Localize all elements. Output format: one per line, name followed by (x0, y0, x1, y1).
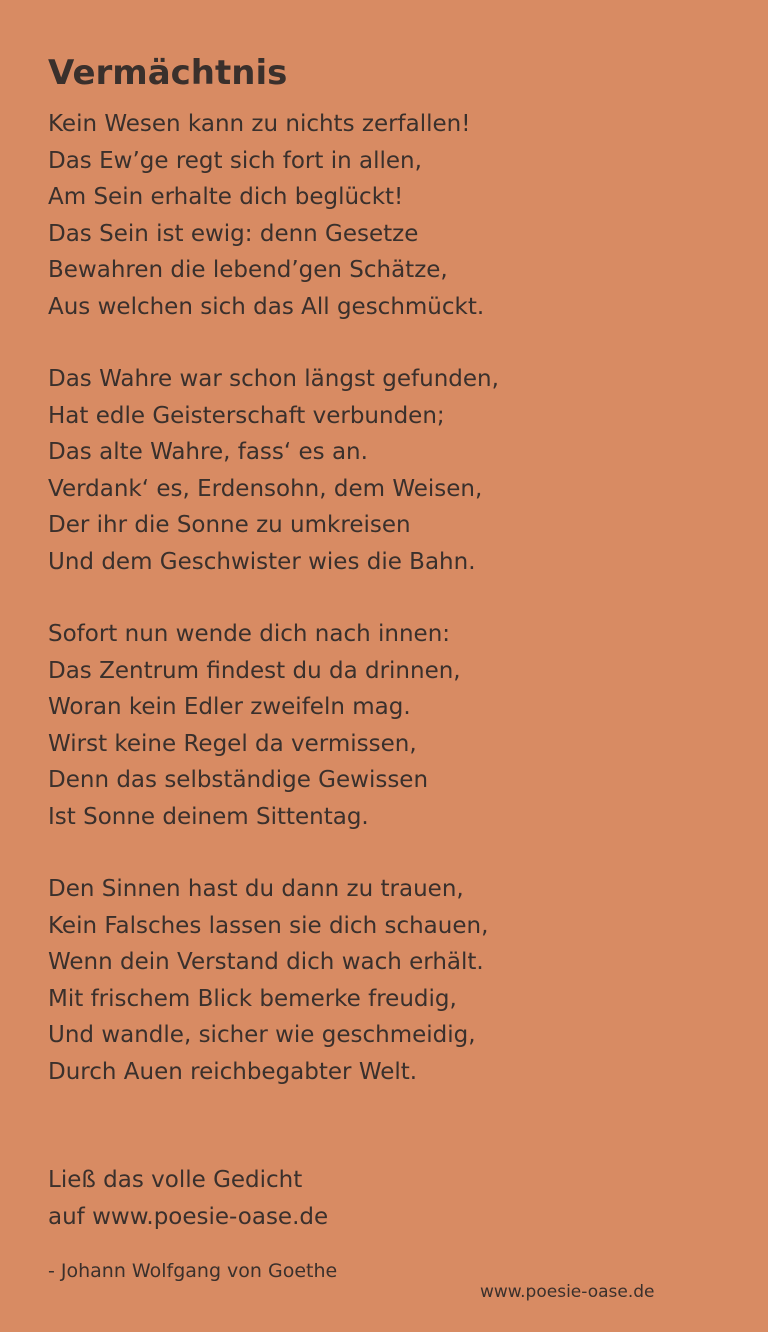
read-more-link-text: auf www.poesie-oase.de (48, 1203, 329, 1230)
poem-line: Der ihr die Sonne zu umkreisen (48, 512, 411, 538)
poem-line: Denn das selbständige Gewissen (48, 767, 429, 793)
poem-line: Kein Falsches lassen sie dich schauen, (48, 912, 489, 939)
stanza-3 (48, 616, 748, 835)
poem-line: Das Ew’ge regt sich fort in allen, (48, 147, 422, 174)
stanza-2 (48, 361, 748, 580)
stanza-4 (48, 871, 748, 1090)
site-watermark: www.poesie-oase.de (480, 1282, 655, 1302)
poem-body (48, 106, 748, 1126)
poem-line: Kein Wesen kann zu nichts zerfallen! (48, 111, 471, 137)
poem-line: Ist Sonne deinem Sittentag. (48, 803, 369, 830)
poem-line: Sofort nun wende dich nach innen: (48, 621, 451, 647)
poem-line: Wirst keine Regel da vermissen, (48, 730, 417, 757)
poem-line: Das Zentrum findest du da drinnen, (48, 657, 461, 684)
poem-line: Woran kein Edler zweifeln mag. (48, 694, 411, 720)
poem-line: Und dem Geschwister wies die Bahn. (48, 548, 476, 575)
read-more-line: Ließ das volle Gedicht (48, 1167, 303, 1193)
poem-line: Den Sinnen hast du dann zu trauen, (48, 876, 464, 902)
poem-line: Am Sein erhalte dich beglückt! (48, 184, 404, 210)
poem-line: Das Sein ist ewig: denn Gesetze (48, 220, 419, 247)
poem-title: Vermächtnis (48, 53, 288, 93)
stanza-1 (48, 106, 748, 325)
poem-line: Wenn dein Verstand dich wach erhält. (48, 949, 484, 975)
poem-line: Hat edle Geisterschaft verbunden; (48, 402, 445, 429)
poem-line: Das alte Wahre, fass‘ es an. (48, 439, 368, 465)
poem-line: Mit frischem Blick bemerke freudig, (48, 985, 457, 1012)
poem-line: Bewahren die lebend’gen Schätze, (48, 257, 448, 283)
poem-line: Das Wahre war schon längst gefunden, (48, 366, 499, 392)
poem-line: Verdank‘ es, Erdensohn, dem Weisen, (48, 475, 483, 502)
poem-author: - Johann Wolfgang von Goethe (48, 1260, 338, 1282)
poem-line: Und wandle, sicher wie geschmeidig, (48, 1022, 476, 1048)
read-more-note (48, 1162, 328, 1235)
poem-line: Aus welchen sich das All geschmückt. (48, 293, 485, 320)
poem-line: Durch Auen reichbegabter Welt. (48, 1058, 418, 1085)
